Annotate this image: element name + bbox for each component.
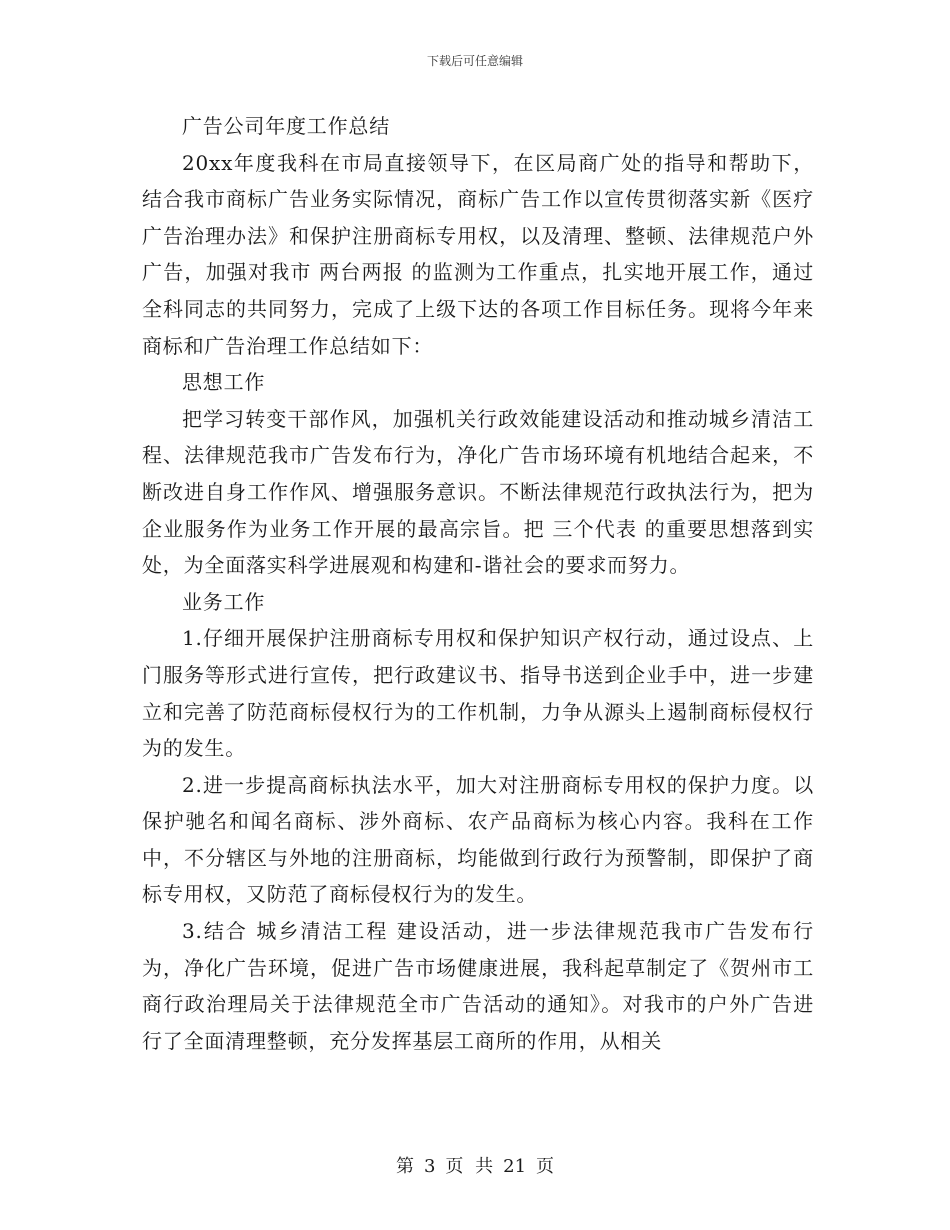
paragraph-ideology: 把学习转变干部作风，加强机关行政效能建设活动和推动城乡清洁工程、法律规范我市广告发布行为，净化广告市场环境有机地结合起来，不断改进自身工作作风、增强服务意识。不断法律规范行政执法行为，把为企业服务作为业务工作开展的最高宗旨。把 三个代表 的重要思想落到实处，为全面落实科学进展观和构建和-谐社会的要求而努力。: [142, 406, 814, 578]
footer-total-pages: 21: [503, 1156, 527, 1177]
footer-current-page: 3: [423, 1156, 436, 1177]
footer-middle: 页 共: [445, 1156, 494, 1177]
footer-prefix: 第: [395, 1156, 414, 1177]
footer-suffix: 页: [536, 1156, 555, 1177]
section-heading-business: 业务工作: [182, 589, 266, 614]
document-title: 广告公司年度工作总结: [182, 114, 390, 138]
section-heading-ideology: 思想工作: [182, 370, 266, 395]
paragraph-intro: 20xx年度我科在市局直接领导下，在区局商广处的指导和帮助下，结合我市商标广告业务实际情况，商标广告工作以宣传贯彻落实新《医疗广告治理办法》和保护注册商标专用权，以及清理、整顿、法律规范户外广告，加强对我市 两台两报 的监测为工作重点，扎实地开展工作，通过全科同志的共同努力，完成了上级下达的各项工作目标任务。现将今年来商标和广告治理工作总结如下：: [142, 150, 814, 358]
page-footer: [0, 1152, 950, 1178]
header-note: 下载后可任意编辑: [426, 54, 523, 68]
paragraph-item-1: 1.仔细开展保护注册商标专用权和保护知识产权行动，通过设点、上门服务等形式进行宣传，把行政建议书、指导书送到企业手中，进一步建立和完善了防范商标侵权行为的工作机制，力争从源头上遏制商标侵权行为的发生。: [142, 626, 814, 761]
paragraph-item-3: 3.结合 城乡清洁工程 建设活动，进一步法律规范我市广告发布行为，净化广告环境，促进广告市场健康进展，我科起草制定了《贺州市工商行政治理局关于法律规范全市广告活动的通知》。对我市的户外广告进行了全面清理整顿，充分发挥基层工商所的作用，从相关: [142, 919, 814, 1053]
paragraph-item-2: 2.进一步提高商标执法水平，加大对注册商标专用权的保护力度。以保护驰名和闻名商标、涉外商标、农产品商标为核心内容。我科在工作中，不分辖区与外地的注册商标，均能做到行政行为预警制，即保护了商标专用权，又防范了商标侵权行为的发生。: [142, 772, 814, 907]
document-body: [142, 108, 814, 1059]
